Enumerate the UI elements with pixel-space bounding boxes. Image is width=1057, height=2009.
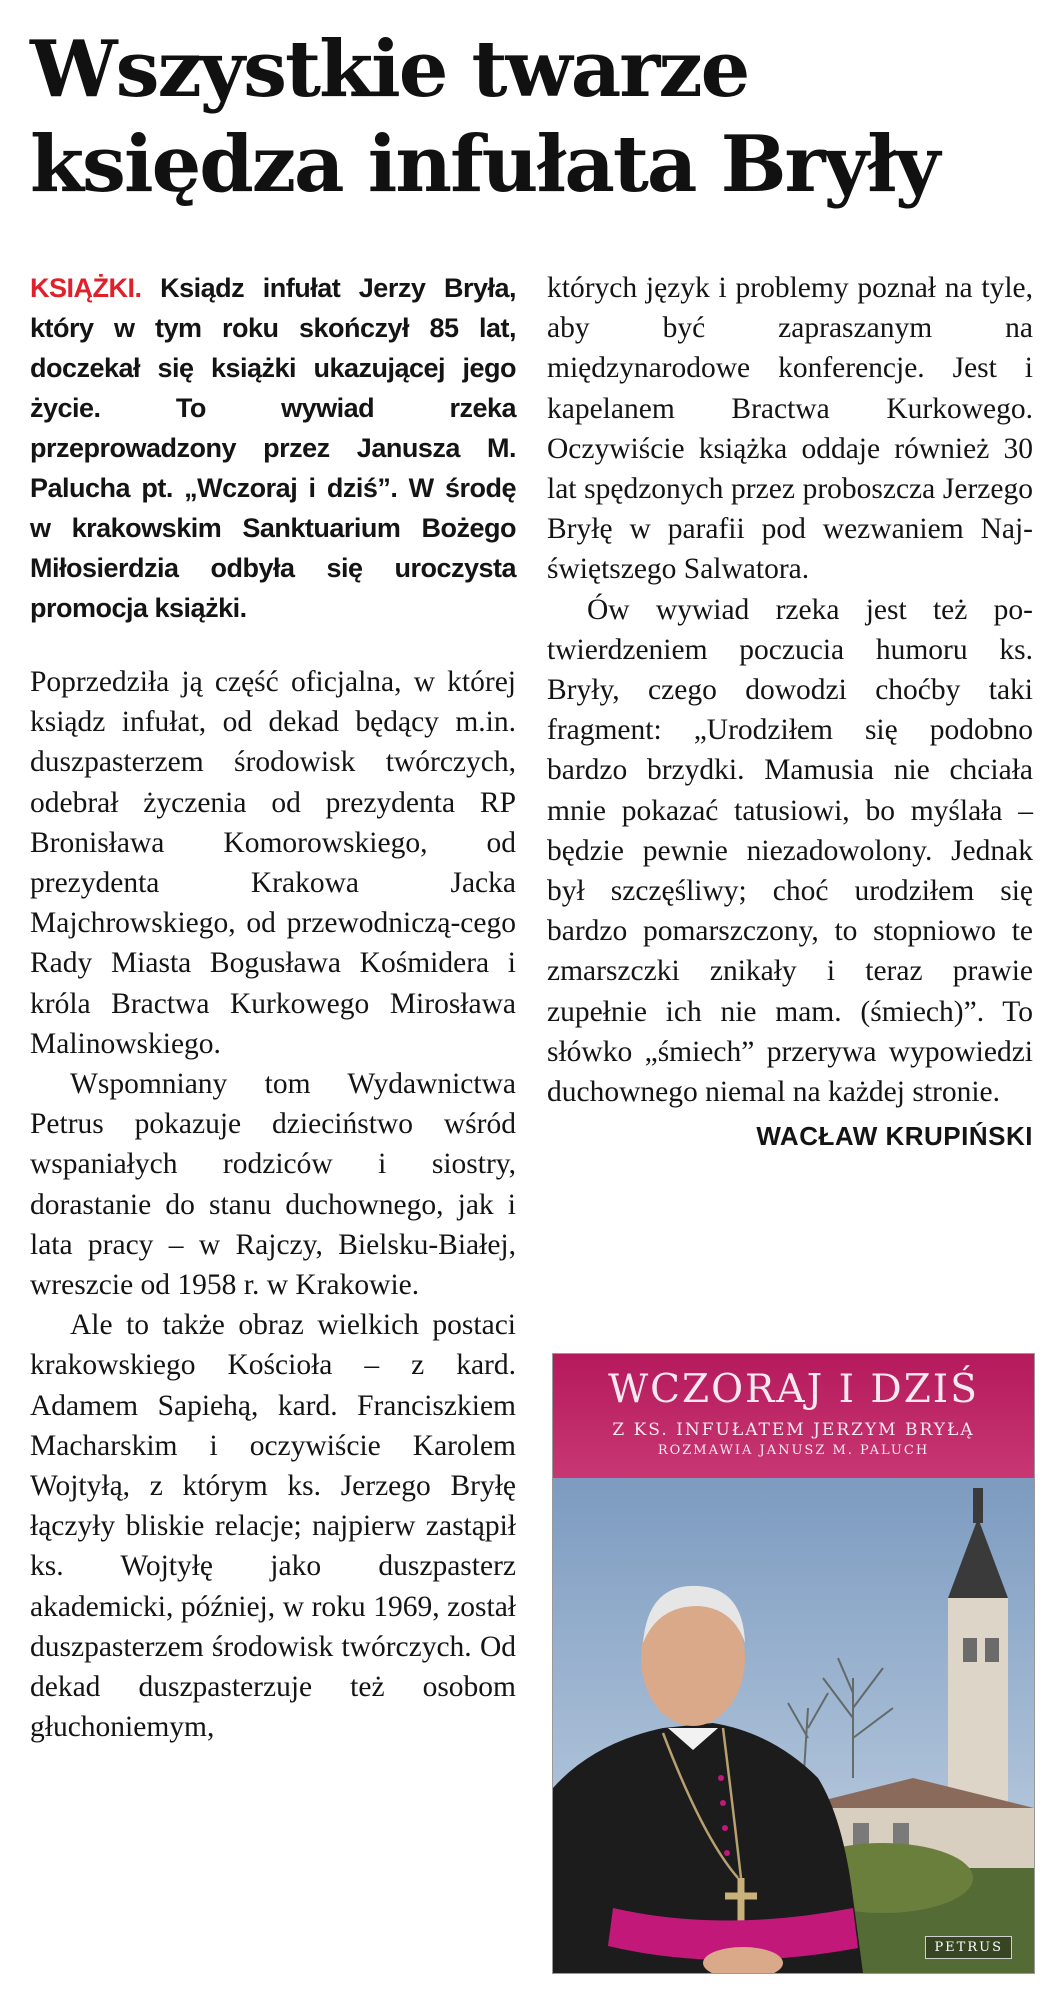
- book-cover-title: WCZORAJ I DZIŚ: [608, 1367, 979, 1412]
- body-paragraph-3: Ale to także obraz wielkich postaci krakowskiego Kościoła – z kard. Adamem Sapiehą, kard. Franciszkiem Macharskim i oczywiście Karolem Wojtyłą, z którym ks. Jerzego Bryłę łączyły bliskie relacje; najpierw zastąpił ks. Wojtyłę jako duszpasterz akademicki, później, w roku 1969, został duszpasterzem środowisk twórczych. Od dekad duszpasterzuje też osobom głuchoniemym,: [30, 1309, 516, 1744]
- article-column-left: [30, 268, 516, 1747]
- section-kicker: KSIĄŻKI.: [30, 273, 142, 303]
- headline-line-1: Wszystkie twarze: [30, 24, 749, 115]
- headline-line-2: księdza infułata Bryły: [30, 119, 939, 210]
- publisher-logo: PETRUS: [925, 1936, 1012, 1959]
- author-byline: WACŁAW KRUPIŃSKI: [756, 1121, 1033, 1152]
- body-paragraph-4: których język i problemy poznał na tyle, aby być zapraszanym na międzynarodowe konferencje. Jest i kapelanem Bractwa Kurkowego. Oczywiście książka oddaje również 30 lat spędzonych przez proboszcza Jerzego Bryłę w parafii pod wezwaniem Najświętszego Salwatora.: [547, 272, 1033, 586]
- book-cover-title-band: [553, 1354, 1034, 1478]
- book-cover-subtitle: Z KS. INFUŁATEM JERZYM BRYŁĄ: [612, 1420, 975, 1440]
- article-column-right: [547, 268, 1033, 1156]
- headline: [30, 22, 1040, 212]
- book-cover-image: [552, 1353, 1035, 1974]
- lead-text: Ksiądz infułat Jerzy Bryła, który w tym roku skończył 85 lat, doczekał się książki ukazującej jego życie. To wywiad rzeka przeprowadzony przez Janusza M. Palucha pt. „Wczoraj i dziś”. W środę w krakowskim Sanktuarium Bożego Miłosierdzia odbyła się uroczysta promocja książki.: [30, 273, 516, 623]
- body-paragraph-2: Wspomniany tom Wydawnictwa Petrus pokazuje dzieciństwo wśród wspaniałych rodziców i siostry, dorastanie do stanu duchownego, jak i lata pracy – w Rajczy, Bielsku-Białej, wreszcie od 1958 r. w Krakowie.: [30, 1068, 516, 1302]
- body-paragraph-5: Ów wywiad rzeka jest też potwierdzeniem poczucia humoru ks. Bryły, czego dowodzi choćby taki fragment: „Urodziłem się podobno bardzo brzydki. Mamusia nie chciała mnie pokazać tatusiowi, bo myślała – będzie pewnie niezadowolony. Jednak był szczęśliwy; choć urodziłem się bardzo pomarszczony, to stopniowo te zmarszczki znikały i teraz prawie zupełnie ich nie mam. (śmiech)”. To słówko „śmiech” przerywa wypowiedzi duchownego niemal na każdej stronie.: [547, 593, 1033, 1109]
- book-cover-author-line: ROZMAWIA JANUSZ M. PALUCH: [657, 1443, 930, 1458]
- lead-paragraph: [30, 268, 516, 628]
- body-paragraph-1: Poprzedziła ją część oficjalna, w której ksiądz infułat, od dekad będący m.in. duszpasterzem środowisk twórczych, odebrał życzenia od prezydenta RP Bronisława Komorowskiego, od prezydenta Krakowa Jacka Majchrowskiego, od przewodniczą-cego Rady Miasta Bogusława Kośmidera i króla Bractwa Kurkowego Mirosława Malinowskiego.: [30, 666, 516, 1060]
- priest-portrait-photo: [553, 1478, 1034, 1973]
